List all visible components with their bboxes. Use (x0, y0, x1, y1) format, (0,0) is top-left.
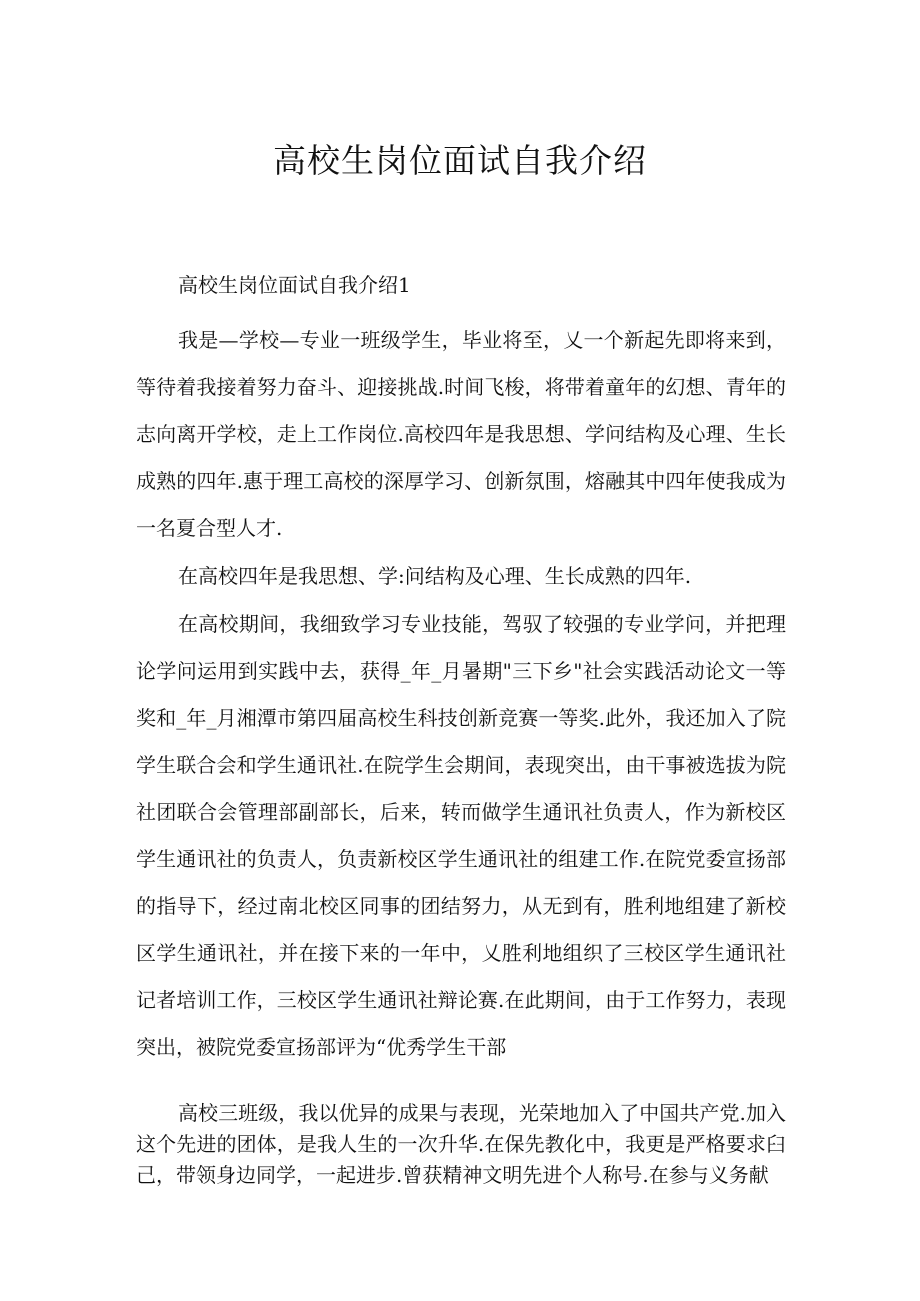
paragraph-1: 我是—学校—专业一班级学生，毕业将至，乂一个新起先即将来到，等待着我接着努力奋斗、迎接挑战.时间飞梭，将带着童年的幻想、青年的志向离开学校，走上工作岗位.高校四年是我思想、学问结构及心理、生长成熟的四年.惠于理工高校的深厚学习、创新氛围，熔融其中四年使我成为一名夏合型人才. (136, 328, 786, 540)
paragraph-3: 在高校期间，我细致学习专业技能，驾驭了较强的专业学问，并把理论学问运用到实践中去，获得_年_月暑期"三下乡"社会实践活动论文一等奖和_年_月湘潭市第四届高校生科技创新竞赛一等奖.此外，我还加入了院学生联合会和学生通讯社.在院学生会期间，表现突出，由干事被选拔为院社团联合会管理部副部长，后来，转而做学生通讯社负责人，作为新校区学生通讯社的负责人，负责新校区学生通讯社的组建工作.在院党委宣扬部的指导下，经过南北校区同事的团结努力，从无到有，胜利地组建了新校区学生通讯社，并在接下来的一年中，乂胜利地组织了三校区学生通讯社记者培训工作，三校区学生通讯社辩论赛.在此期间，由于工作努力，表现突出，被院党委宣扬部评为“优秀学生干部 (136, 612, 786, 1059)
section-heading: 高校生岗位面试自我介绍1 (178, 273, 411, 297)
document-title: 高校生岗位面试自我介绍 (273, 141, 647, 180)
paragraph-2: 在高校四年是我思想、学:问结构及心理、生长成熟的四年. (178, 564, 692, 588)
paragraph-4: 高校三班级，我以优异的成果与表现，光荣地加入了中国共产党.加入这个先进的团体，是我人生的一次升华.在保先教化中，我更是严格要求臼己，带领身边同学，一起进步.曾获精神文明先进个人称号.在参与义务献 (136, 1101, 786, 1187)
